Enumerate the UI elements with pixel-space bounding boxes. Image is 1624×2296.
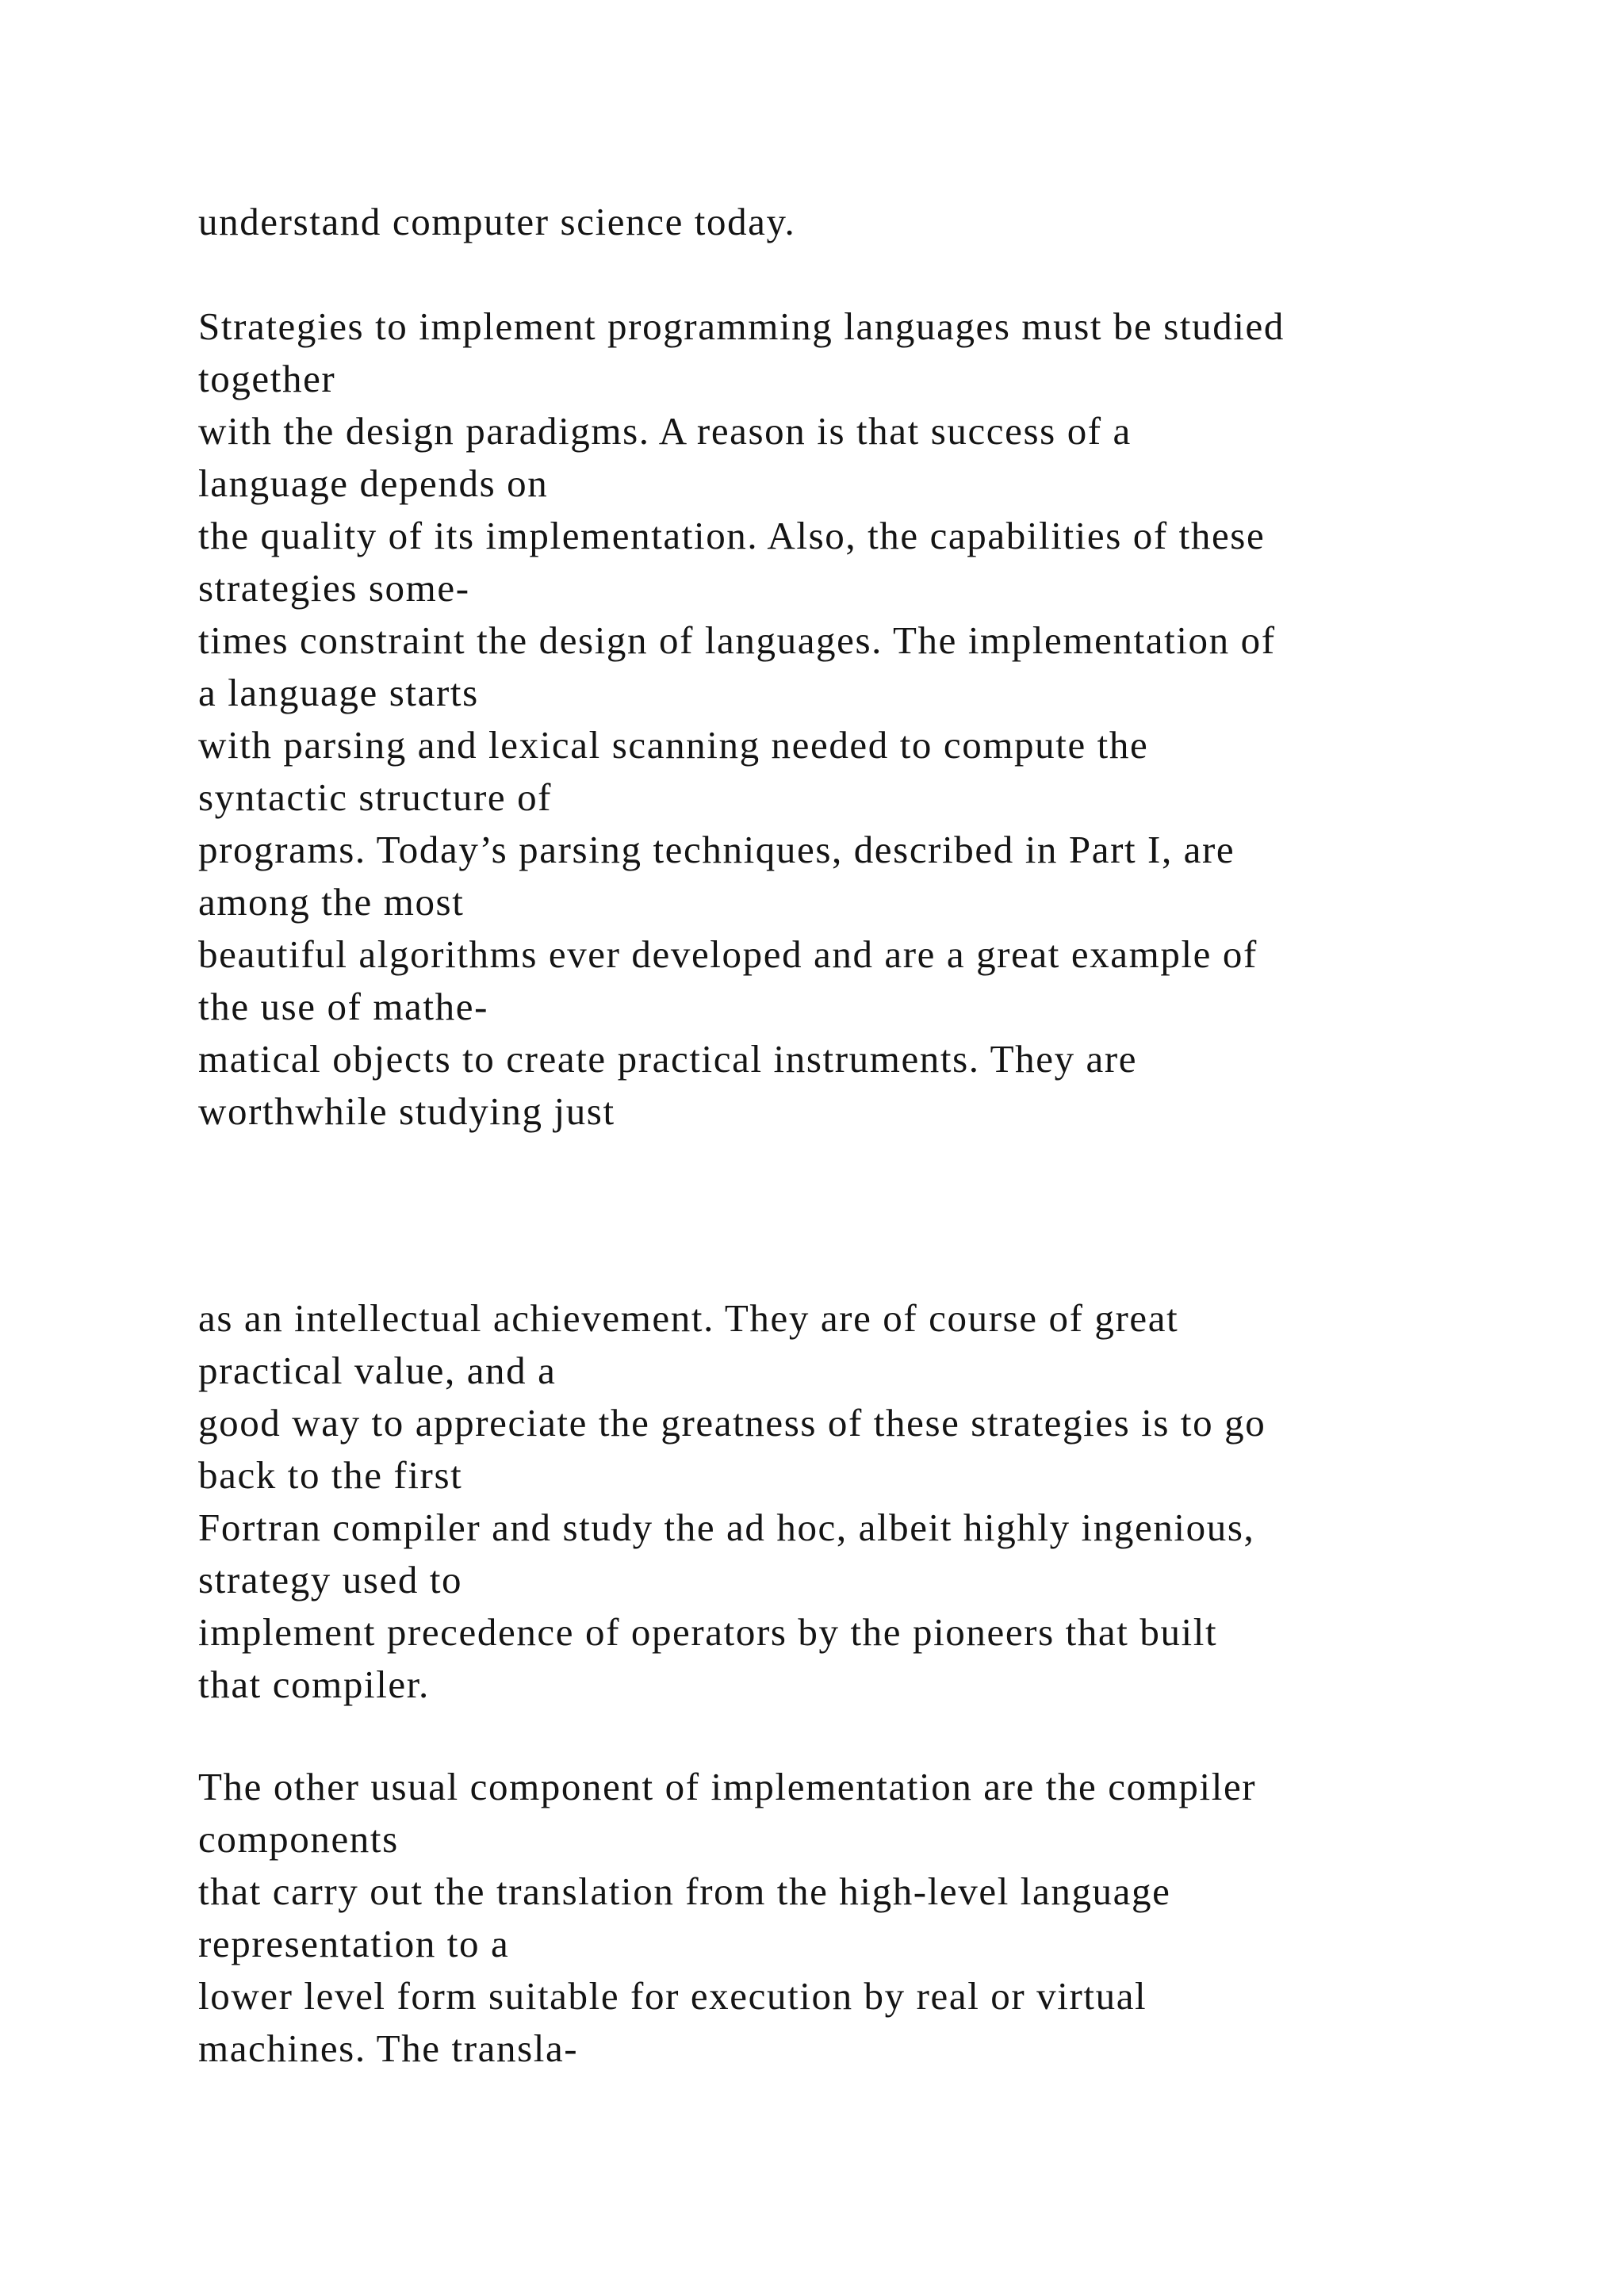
text-line: understand computer science today. [198, 200, 796, 243]
text-line: strategy used to [198, 1558, 463, 1601]
paragraph-parsing-achievement [198, 1292, 1507, 1711]
text-line: the quality of its implementation. Also, the capabilities of these [198, 514, 1266, 557]
text-line: beautiful algorithms ever developed and are a great example of [198, 932, 1258, 976]
text-line: that compiler. [198, 1663, 430, 1706]
text-line: worthwhile studying just [198, 1089, 615, 1133]
text-line: language depends on [198, 461, 549, 505]
text-line: back to the first [198, 1453, 463, 1497]
text-line: lower level form suitable for execution by real or virtual [198, 1974, 1147, 2018]
text-line: implement precedence of operators by the pioneers that built [198, 1610, 1218, 1654]
text-line: matical objects to create practical instruments. They are [198, 1037, 1138, 1081]
text-line: syntactic structure of [198, 775, 553, 819]
text-line: the use of mathe- [198, 985, 488, 1028]
text-line: Fortran compiler and study the ad hoc, albeit highly ingenious, [198, 1506, 1255, 1549]
text-line: together [198, 357, 336, 400]
text-line: times constraint the design of languages. The implementation of [198, 618, 1276, 662]
text-line: strategies some- [198, 566, 470, 610]
paragraph-implementation-strategies [198, 300, 1507, 1138]
text-line: with the design paradigms. A reason is that success of a [198, 409, 1132, 453]
text-line: practical value, and a [198, 1349, 557, 1392]
text-line: components [198, 1817, 399, 1861]
text-line: good way to appreciate the greatness of these strategies is to go [198, 1401, 1266, 1445]
text-line: that carry out the translation from the high-level language [198, 1869, 1171, 1913]
text-line: a language starts [198, 671, 479, 714]
text-line: with parsing and lexical scanning needed to compute the [198, 723, 1149, 767]
text-line: as an intellectual achievement. They are of course of great [198, 1296, 1179, 1340]
text-line: programs. Today’s parsing techniques, described in Part I, are [198, 828, 1235, 871]
text-line: Strategies to implement programming languages must be studied [198, 304, 1285, 348]
text-line: among the most [198, 880, 465, 924]
text-line: representation to a [198, 1922, 510, 1965]
paragraph-compiler-components [198, 1761, 1507, 2075]
paragraph-intro-end [198, 196, 1507, 248]
text-line: The other usual component of implementation are the compiler [198, 1765, 1257, 1808]
text-line: machines. The transla- [198, 2026, 579, 2070]
